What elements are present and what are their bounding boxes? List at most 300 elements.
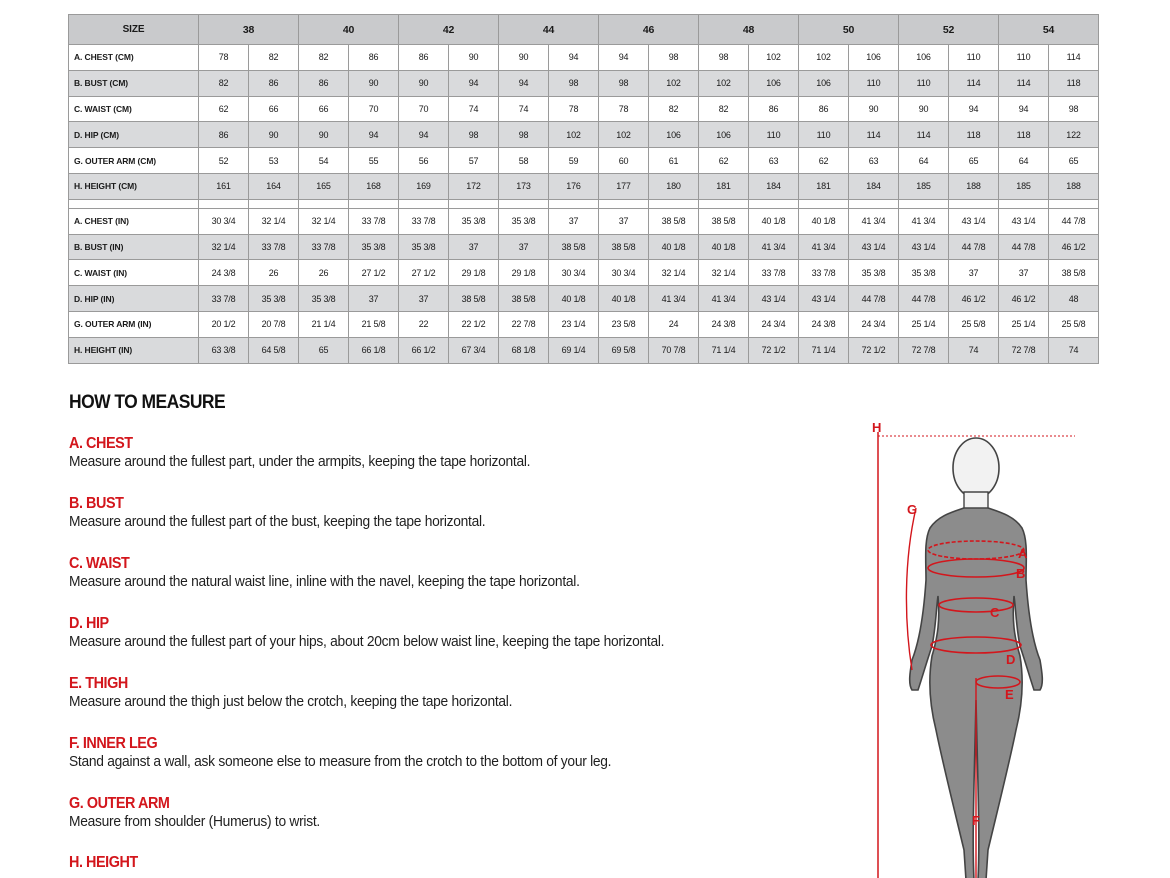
table-cell: 38 5/8 xyxy=(649,208,699,234)
table-cell: 35 3/8 xyxy=(499,208,549,234)
how-to-measure-title: HOW TO MEASURE xyxy=(69,392,226,413)
table-cell: 24 xyxy=(649,311,699,337)
table-cell: 72 1/2 xyxy=(849,337,899,363)
table-cell: 172 xyxy=(449,173,499,199)
measure-item-hip xyxy=(69,615,869,651)
measure-heading: F. INNER LEG xyxy=(69,735,158,752)
table-cell: 86 xyxy=(199,122,249,148)
table-cell: 37 xyxy=(399,286,449,312)
table-cell: 25 1/4 xyxy=(999,311,1049,337)
table-row xyxy=(69,96,1099,122)
size-header-cell: 48 xyxy=(699,15,799,45)
table-cell: 69 5/8 xyxy=(599,337,649,363)
table-cell: 24 3/8 xyxy=(799,311,849,337)
table-cell: 65 xyxy=(299,337,349,363)
table-cell: 90 xyxy=(899,96,949,122)
table-cell: 38 5/8 xyxy=(599,234,649,260)
table-cell: 32 1/4 xyxy=(249,208,299,234)
size-chart-table xyxy=(68,14,1099,364)
table-cell: 184 xyxy=(749,173,799,199)
table-cell: 114 xyxy=(999,70,1049,96)
table-cell: 185 xyxy=(999,173,1049,199)
table-row xyxy=(69,45,1099,71)
table-cell: 62 xyxy=(799,148,849,174)
table-cell: 173 xyxy=(499,173,549,199)
measure-heading: A. CHEST xyxy=(69,435,133,452)
letter-a: A xyxy=(1018,546,1028,561)
measure-item-bust xyxy=(69,495,869,531)
table-cell: 44 7/8 xyxy=(849,286,899,312)
table-cell: 41 3/4 xyxy=(649,286,699,312)
table-cell: 37 xyxy=(549,208,599,234)
measure-item-chest xyxy=(69,435,869,471)
table-cell: 58 xyxy=(499,148,549,174)
table-cell: 110 xyxy=(849,70,899,96)
table-cell: 114 xyxy=(899,122,949,148)
table-cell: 29 1/8 xyxy=(449,260,499,286)
spacer-cell xyxy=(699,199,749,208)
spacer-cell xyxy=(1049,199,1099,208)
size-header-cell: 40 xyxy=(299,15,399,45)
table-cell: 43 1/4 xyxy=(799,286,849,312)
table-cell: 23 5/8 xyxy=(599,311,649,337)
measure-heading: E. THIGH xyxy=(69,675,128,692)
table-cell: 56 xyxy=(399,148,449,174)
table-cell: 118 xyxy=(1049,70,1099,96)
table-row xyxy=(69,234,1099,260)
table-cell: 72 7/8 xyxy=(999,337,1049,363)
table-cell: 33 7/8 xyxy=(399,208,449,234)
table-row xyxy=(69,286,1099,312)
table-cell: 164 xyxy=(249,173,299,199)
table-spacer-row xyxy=(69,199,1099,208)
size-header-cell: 46 xyxy=(599,15,699,45)
table-cell: 82 xyxy=(649,96,699,122)
table-cell: 94 xyxy=(449,70,499,96)
table-cell: 62 xyxy=(199,96,249,122)
table-cell: 44 7/8 xyxy=(1049,208,1099,234)
row-label: A. CHEST (CM) xyxy=(69,45,199,71)
measure-heading: G. OUTER ARM xyxy=(69,795,170,812)
table-row xyxy=(69,148,1099,174)
table-cell: 26 xyxy=(249,260,299,286)
table-cell: 110 xyxy=(749,122,799,148)
table-cell: 38 5/8 xyxy=(449,286,499,312)
table-cell: 78 xyxy=(549,96,599,122)
table-cell: 33 7/8 xyxy=(199,286,249,312)
row-label: D. HIP (CM) xyxy=(69,122,199,148)
table-cell: 94 xyxy=(549,45,599,71)
table-cell: 43 1/4 xyxy=(999,208,1049,234)
spacer-cell xyxy=(499,199,549,208)
table-cell: 94 xyxy=(499,70,549,96)
table-cell: 59 xyxy=(549,148,599,174)
table-cell: 184 xyxy=(849,173,899,199)
table-cell: 33 7/8 xyxy=(749,260,799,286)
row-label: C. WAIST (IN) xyxy=(69,260,199,286)
table-cell: 40 1/8 xyxy=(749,208,799,234)
table-cell: 40 1/8 xyxy=(549,286,599,312)
measure-description: Measure from shoulder (Humerus) to wrist. xyxy=(69,813,320,830)
table-cell: 69 1/4 xyxy=(549,337,599,363)
table-row xyxy=(69,311,1099,337)
table-cell: 40 1/8 xyxy=(799,208,849,234)
table-cell: 102 xyxy=(749,45,799,71)
table-cell: 98 xyxy=(1049,96,1099,122)
table-cell: 110 xyxy=(799,122,849,148)
table-cell: 64 5/8 xyxy=(249,337,299,363)
table-cell: 26 xyxy=(299,260,349,286)
table-cell: 38 5/8 xyxy=(549,234,599,260)
table-cell: 32 1/4 xyxy=(299,208,349,234)
table-cell: 63 3/8 xyxy=(199,337,249,363)
measure-heading: H. HEIGHT xyxy=(69,854,138,871)
table-cell: 43 1/4 xyxy=(899,234,949,260)
table-cell: 29 1/8 xyxy=(499,260,549,286)
table-cell: 41 3/4 xyxy=(749,234,799,260)
row-label: B. BUST (IN) xyxy=(69,234,199,260)
table-cell: 82 xyxy=(249,45,299,71)
table-cell: 176 xyxy=(549,173,599,199)
letter-h: H xyxy=(872,420,882,435)
table-cell: 169 xyxy=(399,173,449,199)
table-cell: 94 xyxy=(599,45,649,71)
table-cell: 90 xyxy=(449,45,499,71)
table-cell: 181 xyxy=(799,173,849,199)
table-cell: 38 5/8 xyxy=(699,208,749,234)
measure-item-waist xyxy=(69,555,869,591)
size-header-cell: 50 xyxy=(799,15,899,45)
table-row xyxy=(69,122,1099,148)
body-measurement-figure xyxy=(860,410,1090,878)
table-cell: 35 3/8 xyxy=(299,286,349,312)
measure-item-thigh xyxy=(69,675,869,711)
table-cell: 106 xyxy=(899,45,949,71)
table-row xyxy=(69,208,1099,234)
table-cell: 74 xyxy=(1049,337,1099,363)
table-cell: 72 7/8 xyxy=(899,337,949,363)
size-header-cell: 52 xyxy=(899,15,999,45)
table-cell: 122 xyxy=(1049,122,1099,148)
table-cell: 37 xyxy=(499,234,549,260)
table-cell: 114 xyxy=(1049,45,1099,71)
table-cell: 44 7/8 xyxy=(899,286,949,312)
table-cell: 43 1/4 xyxy=(849,234,899,260)
table-cell: 106 xyxy=(749,70,799,96)
table-cell: 72 1/2 xyxy=(749,337,799,363)
table-cell: 32 1/4 xyxy=(199,234,249,260)
table-cell: 33 7/8 xyxy=(349,208,399,234)
table-row xyxy=(69,70,1099,96)
table-cell: 90 xyxy=(499,45,549,71)
table-cell: 74 xyxy=(449,96,499,122)
table-cell: 22 xyxy=(399,311,449,337)
table-row xyxy=(69,173,1099,199)
table-cell: 94 xyxy=(349,122,399,148)
letter-b: B xyxy=(1016,566,1026,581)
table-cell: 25 5/8 xyxy=(949,311,999,337)
table-cell: 98 xyxy=(549,70,599,96)
table-cell: 30 3/4 xyxy=(549,260,599,286)
table-cell: 102 xyxy=(649,70,699,96)
table-cell: 37 xyxy=(449,234,499,260)
table-cell: 74 xyxy=(499,96,549,122)
table-cell: 66 xyxy=(249,96,299,122)
table-cell: 27 1/2 xyxy=(399,260,449,286)
table-cell: 24 3/8 xyxy=(199,260,249,286)
table-cell: 60 xyxy=(599,148,649,174)
table-cell: 35 3/8 xyxy=(249,286,299,312)
measure-description: Measure around the fullest part, under the armpits, keeping the tape horizontal. xyxy=(69,453,531,470)
table-cell: 23 1/4 xyxy=(549,311,599,337)
spacer-cell xyxy=(299,199,349,208)
table-cell: 44 7/8 xyxy=(949,234,999,260)
table-cell: 86 xyxy=(249,70,299,96)
table-cell: 70 7/8 xyxy=(649,337,699,363)
table-cell: 66 1/2 xyxy=(399,337,449,363)
letter-d: D xyxy=(1006,652,1016,667)
table-cell: 24 3/4 xyxy=(849,311,899,337)
table-cell: 33 7/8 xyxy=(799,260,849,286)
table-cell: 43 1/4 xyxy=(949,208,999,234)
table-cell: 94 xyxy=(399,122,449,148)
measure-description: Measure around the fullest part of your hips, about 20cm below waist line, keeping the tape horizontal. xyxy=(69,633,665,650)
table-cell: 35 3/8 xyxy=(399,234,449,260)
table-cell: 37 xyxy=(999,260,1049,286)
table-cell: 37 xyxy=(349,286,399,312)
table-cell: 98 xyxy=(699,45,749,71)
table-cell: 35 3/8 xyxy=(449,208,499,234)
table-cell: 20 7/8 xyxy=(249,311,299,337)
table-cell: 57 xyxy=(449,148,499,174)
table-cell: 24 3/4 xyxy=(749,311,799,337)
table-cell: 46 1/2 xyxy=(999,286,1049,312)
table-cell: 82 xyxy=(699,96,749,122)
table-cell: 46 1/2 xyxy=(949,286,999,312)
measure-description: Measure around the natural waist line, inline with the navel, keeping the tape horizontal. xyxy=(69,573,580,590)
table-cell: 65 xyxy=(949,148,999,174)
size-header-cell: 42 xyxy=(399,15,499,45)
spacer-cell xyxy=(649,199,699,208)
table-cell: 78 xyxy=(199,45,249,71)
table-cell: 30 3/4 xyxy=(599,260,649,286)
table-cell: 41 3/4 xyxy=(849,208,899,234)
table-cell: 82 xyxy=(299,45,349,71)
spacer-cell xyxy=(799,199,849,208)
table-cell: 37 xyxy=(599,208,649,234)
measure-heading: C. WAIST xyxy=(69,555,130,572)
measure-description: Stand against a wall, ask someone else to measure from the crotch to the bottom of your leg. xyxy=(69,753,612,770)
table-cell: 94 xyxy=(949,96,999,122)
table-cell: 20 1/2 xyxy=(199,311,249,337)
table-cell: 90 xyxy=(349,70,399,96)
table-cell: 106 xyxy=(849,45,899,71)
table-cell: 110 xyxy=(949,45,999,71)
table-cell: 106 xyxy=(699,122,749,148)
letter-f: F xyxy=(972,813,980,828)
table-cell: 181 xyxy=(699,173,749,199)
table-cell: 54 xyxy=(299,148,349,174)
letter-c: C xyxy=(990,605,1000,620)
table-cell: 98 xyxy=(599,70,649,96)
spacer-cell xyxy=(399,199,449,208)
table-cell: 33 7/8 xyxy=(299,234,349,260)
table-cell: 86 xyxy=(749,96,799,122)
row-label: A. CHEST (IN) xyxy=(69,208,199,234)
table-cell: 41 3/4 xyxy=(699,286,749,312)
body-figure-svg xyxy=(860,410,1090,878)
spacer-cell xyxy=(249,199,299,208)
table-cell: 21 5/8 xyxy=(349,311,399,337)
table-cell: 22 7/8 xyxy=(499,311,549,337)
table-cell: 22 1/2 xyxy=(449,311,499,337)
spacer-cell xyxy=(199,199,249,208)
table-cell: 37 xyxy=(949,260,999,286)
table-cell: 35 3/8 xyxy=(349,234,399,260)
table-cell: 110 xyxy=(999,45,1049,71)
row-label: H. HEIGHT (IN) xyxy=(69,337,199,363)
table-cell: 38 5/8 xyxy=(1049,260,1099,286)
letter-e: E xyxy=(1005,687,1014,702)
row-label: G. OUTER ARM (IN) xyxy=(69,311,199,337)
row-label: B. BUST (CM) xyxy=(69,70,199,96)
table-cell: 71 1/4 xyxy=(799,337,849,363)
table-cell: 27 1/2 xyxy=(349,260,399,286)
table-cell: 110 xyxy=(899,70,949,96)
table-cell: 48 xyxy=(1049,286,1099,312)
table-cell: 86 xyxy=(799,96,849,122)
table-cell: 114 xyxy=(849,122,899,148)
size-header-cell: 44 xyxy=(499,15,599,45)
measure-heading: B. BUST xyxy=(69,495,124,512)
table-cell: 106 xyxy=(649,122,699,148)
table-cell: 38 5/8 xyxy=(499,286,549,312)
table-cell: 102 xyxy=(799,45,849,71)
table-cell: 90 xyxy=(299,122,349,148)
table-cell: 40 1/8 xyxy=(649,234,699,260)
spacer-cell xyxy=(69,199,199,208)
table-cell: 98 xyxy=(499,122,549,148)
table-cell: 161 xyxy=(199,173,249,199)
spacer-cell xyxy=(549,199,599,208)
table-cell: 70 xyxy=(399,96,449,122)
table-cell: 74 xyxy=(949,337,999,363)
table-cell: 188 xyxy=(1049,173,1099,199)
spacer-cell xyxy=(449,199,499,208)
table-cell: 40 1/8 xyxy=(599,286,649,312)
table-cell: 25 1/4 xyxy=(899,311,949,337)
size-header-cell: 38 xyxy=(199,15,299,45)
table-cell: 90 xyxy=(249,122,299,148)
row-label: H. HEIGHT (CM) xyxy=(69,173,199,199)
row-label: D. HIP (IN) xyxy=(69,286,199,312)
spacer-cell xyxy=(349,199,399,208)
table-cell: 90 xyxy=(849,96,899,122)
table-cell: 177 xyxy=(599,173,649,199)
table-cell: 35 3/8 xyxy=(899,260,949,286)
table-cell: 64 xyxy=(999,148,1049,174)
table-row xyxy=(69,260,1099,286)
table-cell: 63 xyxy=(749,148,799,174)
table-cell: 64 xyxy=(899,148,949,174)
table-cell: 86 xyxy=(399,45,449,71)
spacer-cell xyxy=(899,199,949,208)
table-cell: 41 3/4 xyxy=(799,234,849,260)
table-cell: 114 xyxy=(949,70,999,96)
row-label: G. OUTER ARM (CM) xyxy=(69,148,199,174)
size-header-row xyxy=(69,15,1099,45)
table-cell: 43 1/4 xyxy=(749,286,799,312)
measure-item-outer-arm xyxy=(69,795,869,831)
table-cell: 118 xyxy=(949,122,999,148)
table-cell: 35 3/8 xyxy=(849,260,899,286)
row-label: C. WAIST (CM) xyxy=(69,96,199,122)
table-cell: 65 xyxy=(1049,148,1099,174)
table-cell: 102 xyxy=(549,122,599,148)
size-header-label: SIZE xyxy=(69,15,199,45)
table-cell: 32 1/4 xyxy=(699,260,749,286)
table-cell: 102 xyxy=(699,70,749,96)
outer-arm-line xyxy=(906,508,916,670)
table-cell: 41 3/4 xyxy=(899,208,949,234)
table-cell: 188 xyxy=(949,173,999,199)
table-cell: 25 5/8 xyxy=(1049,311,1099,337)
table-cell: 52 xyxy=(199,148,249,174)
table-cell: 61 xyxy=(649,148,699,174)
table-cell: 67 3/4 xyxy=(449,337,499,363)
table-cell: 106 xyxy=(799,70,849,96)
table-cell: 30 3/4 xyxy=(199,208,249,234)
table-cell: 98 xyxy=(649,45,699,71)
measure-description: Measure around the fullest part of the bust, keeping the tape horizontal. xyxy=(69,513,486,530)
table-cell: 70 xyxy=(349,96,399,122)
table-cell: 94 xyxy=(999,96,1049,122)
spacer-cell xyxy=(949,199,999,208)
table-cell: 98 xyxy=(449,122,499,148)
table-cell: 82 xyxy=(199,70,249,96)
table-cell: 33 7/8 xyxy=(249,234,299,260)
table-cell: 62 xyxy=(699,148,749,174)
measure-item-inner-leg xyxy=(69,735,869,771)
measure-item-height xyxy=(69,854,869,872)
table-cell: 90 xyxy=(399,70,449,96)
spacer-cell xyxy=(849,199,899,208)
spacer-cell xyxy=(749,199,799,208)
table-cell: 63 xyxy=(849,148,899,174)
table-cell: 44 7/8 xyxy=(999,234,1049,260)
letter-g: G xyxy=(907,502,918,517)
spacer-cell xyxy=(999,199,1049,208)
table-cell: 185 xyxy=(899,173,949,199)
table-cell: 102 xyxy=(599,122,649,148)
table-cell: 71 1/4 xyxy=(699,337,749,363)
table-cell: 46 1/2 xyxy=(1049,234,1099,260)
table-cell: 168 xyxy=(349,173,399,199)
table-cell: 66 xyxy=(299,96,349,122)
table-cell: 21 1/4 xyxy=(299,311,349,337)
table-cell: 53 xyxy=(249,148,299,174)
table-cell: 40 1/8 xyxy=(699,234,749,260)
table-cell: 165 xyxy=(299,173,349,199)
table-cell: 118 xyxy=(999,122,1049,148)
table-cell: 86 xyxy=(349,45,399,71)
measure-heading: D. HIP xyxy=(69,615,109,632)
table-cell: 180 xyxy=(649,173,699,199)
how-to-measure-section xyxy=(69,392,869,871)
table-cell: 24 3/8 xyxy=(699,311,749,337)
table-cell: 55 xyxy=(349,148,399,174)
table-cell: 68 1/8 xyxy=(499,337,549,363)
